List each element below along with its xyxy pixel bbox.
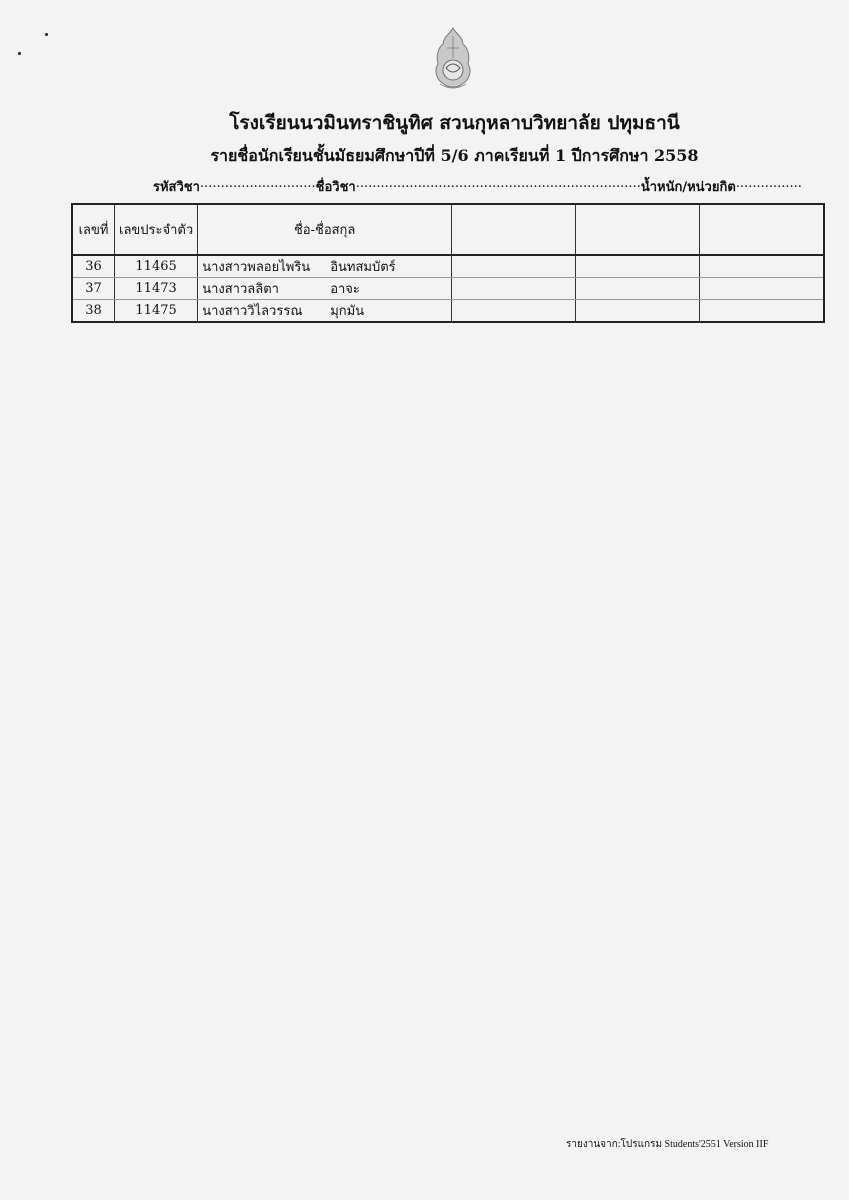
row-student-id: 11475 xyxy=(115,300,198,323)
row-student-id: 11465 xyxy=(115,255,198,278)
row-blank-cell xyxy=(700,300,825,323)
row-last-name: อินทสมบัตร์ xyxy=(330,260,396,275)
row-blank-cell xyxy=(700,278,825,300)
row-blank-cell xyxy=(452,278,576,300)
table-row xyxy=(72,278,824,300)
row-first-name: นางสาวลลิตา xyxy=(202,282,279,297)
row-first-name: นางสาววิไลวรรณ xyxy=(202,304,303,319)
speck-mark xyxy=(45,33,48,36)
row-blank-cell xyxy=(576,300,700,323)
header-full-name: ชื่อ-ชื่อสกุล xyxy=(198,204,452,255)
course-name-label: ชื่อวิชา xyxy=(315,180,356,195)
row-last-name: มุกมัน xyxy=(330,304,365,319)
table-row xyxy=(72,255,824,278)
header-blank-col-1 xyxy=(452,204,576,255)
row-blank-cell xyxy=(700,255,825,278)
student-roster-table xyxy=(71,203,825,323)
course-fields xyxy=(153,176,802,197)
row-blank-cell xyxy=(452,255,576,278)
header-no: เลขที่ xyxy=(72,204,115,255)
row-no: 37 xyxy=(72,278,115,300)
row-student-id: 11473 xyxy=(115,278,198,300)
row-blank-cell xyxy=(452,300,576,323)
roster-subtitle: รายชื่อนักเรียนชั้นมัธยมศึกษาปีที่ 5/6 ภาคเรียนที่ 1 ปีการศึกษา 2558 xyxy=(210,146,699,165)
course-code-blank: ............................ xyxy=(199,176,316,191)
header-blank-col-3 xyxy=(700,204,825,255)
course-code-label: รหัสวิชา xyxy=(153,180,200,195)
row-no: 36 xyxy=(72,255,115,278)
school-crest-icon xyxy=(430,26,476,92)
row-full-name xyxy=(198,255,452,278)
course-name-blank: ..................................................................... xyxy=(355,176,641,191)
header-blank-col-2 xyxy=(576,204,700,255)
row-blank-cell xyxy=(576,255,700,278)
report-footer: รายงานจาก:โปรแกรม Students'2551 Version IIF xyxy=(566,1139,769,1150)
row-full-name xyxy=(198,300,452,323)
row-blank-cell xyxy=(576,278,700,300)
row-full-name xyxy=(198,278,452,300)
table-row xyxy=(72,300,824,323)
speck-mark xyxy=(18,52,21,55)
school-name: โรงเรียนนวมินทราชินูทิศ สวนกุหลาบวิทยาลัย ปทุมธานี xyxy=(229,112,680,134)
course-weight-label: น้ำหนัก/หน่วยกิต xyxy=(640,180,736,195)
row-first-name: นางสาวพลอยไพริน xyxy=(202,260,311,275)
row-last-name: อาจะ xyxy=(330,282,360,297)
row-no: 38 xyxy=(72,300,115,323)
header-student-id: เลขประจำตัว xyxy=(115,204,198,255)
course-weight-blank: ................ xyxy=(735,176,802,191)
table-header-row xyxy=(72,204,824,255)
